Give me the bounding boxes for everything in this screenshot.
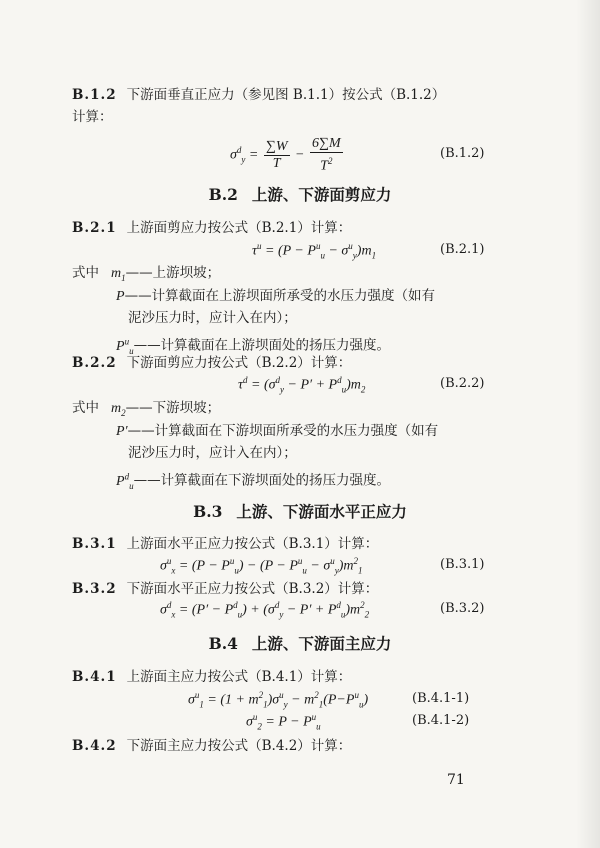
fraction: $\frac{\sum W}{T}$ xyxy=(265,138,288,171)
clause-text: 下游面水平正应力按公式（B.3.2）计算： xyxy=(126,581,379,597)
section-heading-b-2: B.2 上游、下游面剪应力 xyxy=(208,185,392,204)
page-edge-shadow xyxy=(576,0,600,848)
clause-number: B.4.1 xyxy=(72,669,117,685)
definition-pu-downstream: $P^d_u——$计算截面在下游坝面处的扬压力强度。 xyxy=(116,471,391,491)
equation-number: (B.1.2) xyxy=(440,146,485,161)
clause-number: B.2.1 xyxy=(72,220,117,236)
equation-number: (B.3.2) xyxy=(440,601,485,616)
clause-number: B.1.2 xyxy=(72,87,117,103)
formula-b-2-1: $\tau^u = (P - P^u_u - \sigma^u_y)m_1$ xyxy=(252,241,377,261)
where-label: 式中 xyxy=(72,400,99,416)
clause-text: 上游面剪应力按公式（B.2.1）计算： xyxy=(126,220,352,236)
definition-p-prime-continued: 泥沙压力时，应计入在内）； xyxy=(128,445,297,461)
section-heading-b-4: B.4 上游、下游面主应力 xyxy=(208,634,392,653)
definition-m2: 式中 $m_2——$下游坝坡； xyxy=(72,400,221,418)
where-label: 式中 xyxy=(72,265,99,281)
equation-number: (B.2.2) xyxy=(440,376,485,391)
formula-b-1-2: $\sigma^d_y$ = $\frac{\sum W}{T}$ − $\frac{6\sum M}{T^2}$ xyxy=(230,136,341,174)
clause-b-3-2 xyxy=(72,580,378,598)
clause-text: 下游面主应力按公式（B.4.2）计算： xyxy=(126,738,352,754)
clause-b-4-2 xyxy=(72,737,351,755)
page-number: 71 xyxy=(447,772,465,788)
clause-number: B.3.2 xyxy=(72,581,117,597)
formula-b-3-2: $\sigma^d_x = (P' - P^d_u) + (\sigma^d_y - P' + P^d_u)m^2_2$ xyxy=(160,600,370,620)
definition-p: P——计算截面在上游坝面所承受的水压力强度（如有 xyxy=(116,288,436,304)
formula-b-2-2: $\tau^d = (\sigma^d_y - P' + P^d_u)m_2$ xyxy=(238,375,366,395)
clause-b-3-1 xyxy=(72,535,378,553)
definition-p-prime: P′——计算截面在下游坝面所承受的水压力强度（如有 xyxy=(116,423,439,439)
equation-number: (B.2.1) xyxy=(440,242,485,257)
formula-b-4-1-1: $\sigma^u_1 = (1 + m^2_1)\sigma^u_y - m^2_1(P-P^u_u)$ xyxy=(188,690,369,710)
definition-p-continued: 泥沙压力时，应计入在内）； xyxy=(128,310,297,326)
formula-b-3-1: $\sigma^u_x = (P - P^u_u) - (P - P^u_u - \sigma^u_y)m^2_1$ xyxy=(160,556,363,576)
clause-b-2-1 xyxy=(72,219,351,237)
clause-number: B.2.2 xyxy=(72,355,117,371)
clause-b-2-2 xyxy=(72,354,351,372)
definition-m1: 式中 $m_1——$上游坝坡； xyxy=(72,265,221,283)
clause-text-continued: 计算： xyxy=(72,109,113,125)
equation-number: (B.3.1) xyxy=(440,557,485,572)
formula-b-4-1-2: $\sigma^u_2 = P - P^u_u$ xyxy=(246,712,321,732)
fraction: $\frac{6\sum M}{T^2}$ xyxy=(311,136,341,174)
definition-pu-upstream: $P^u_u——$计算截面在上游坝面处的扬压力强度。 xyxy=(116,336,391,356)
clause-number: B.4.2 xyxy=(72,738,117,754)
equation-number: (B.4.1-2) xyxy=(412,713,470,728)
clause-text: 上游面水平正应力按公式（B.3.1）计算： xyxy=(126,536,379,552)
equation-number: (B.4.1-1) xyxy=(412,691,470,706)
clause-number: B.3.1 xyxy=(72,536,117,552)
section-heading-b-3: B.3 上游、下游面水平正应力 xyxy=(193,502,407,521)
clause-text: 下游面垂直正应力（参见图 B.1.1）按公式（B.1.2） xyxy=(126,87,446,103)
clause-b-4-1 xyxy=(72,668,351,686)
clause-text: 上游面主应力按公式（B.4.1）计算： xyxy=(126,669,352,685)
clause-b-1-2 xyxy=(72,86,445,104)
clause-text: 下游面剪应力按公式（B.2.2）计算： xyxy=(126,355,352,371)
